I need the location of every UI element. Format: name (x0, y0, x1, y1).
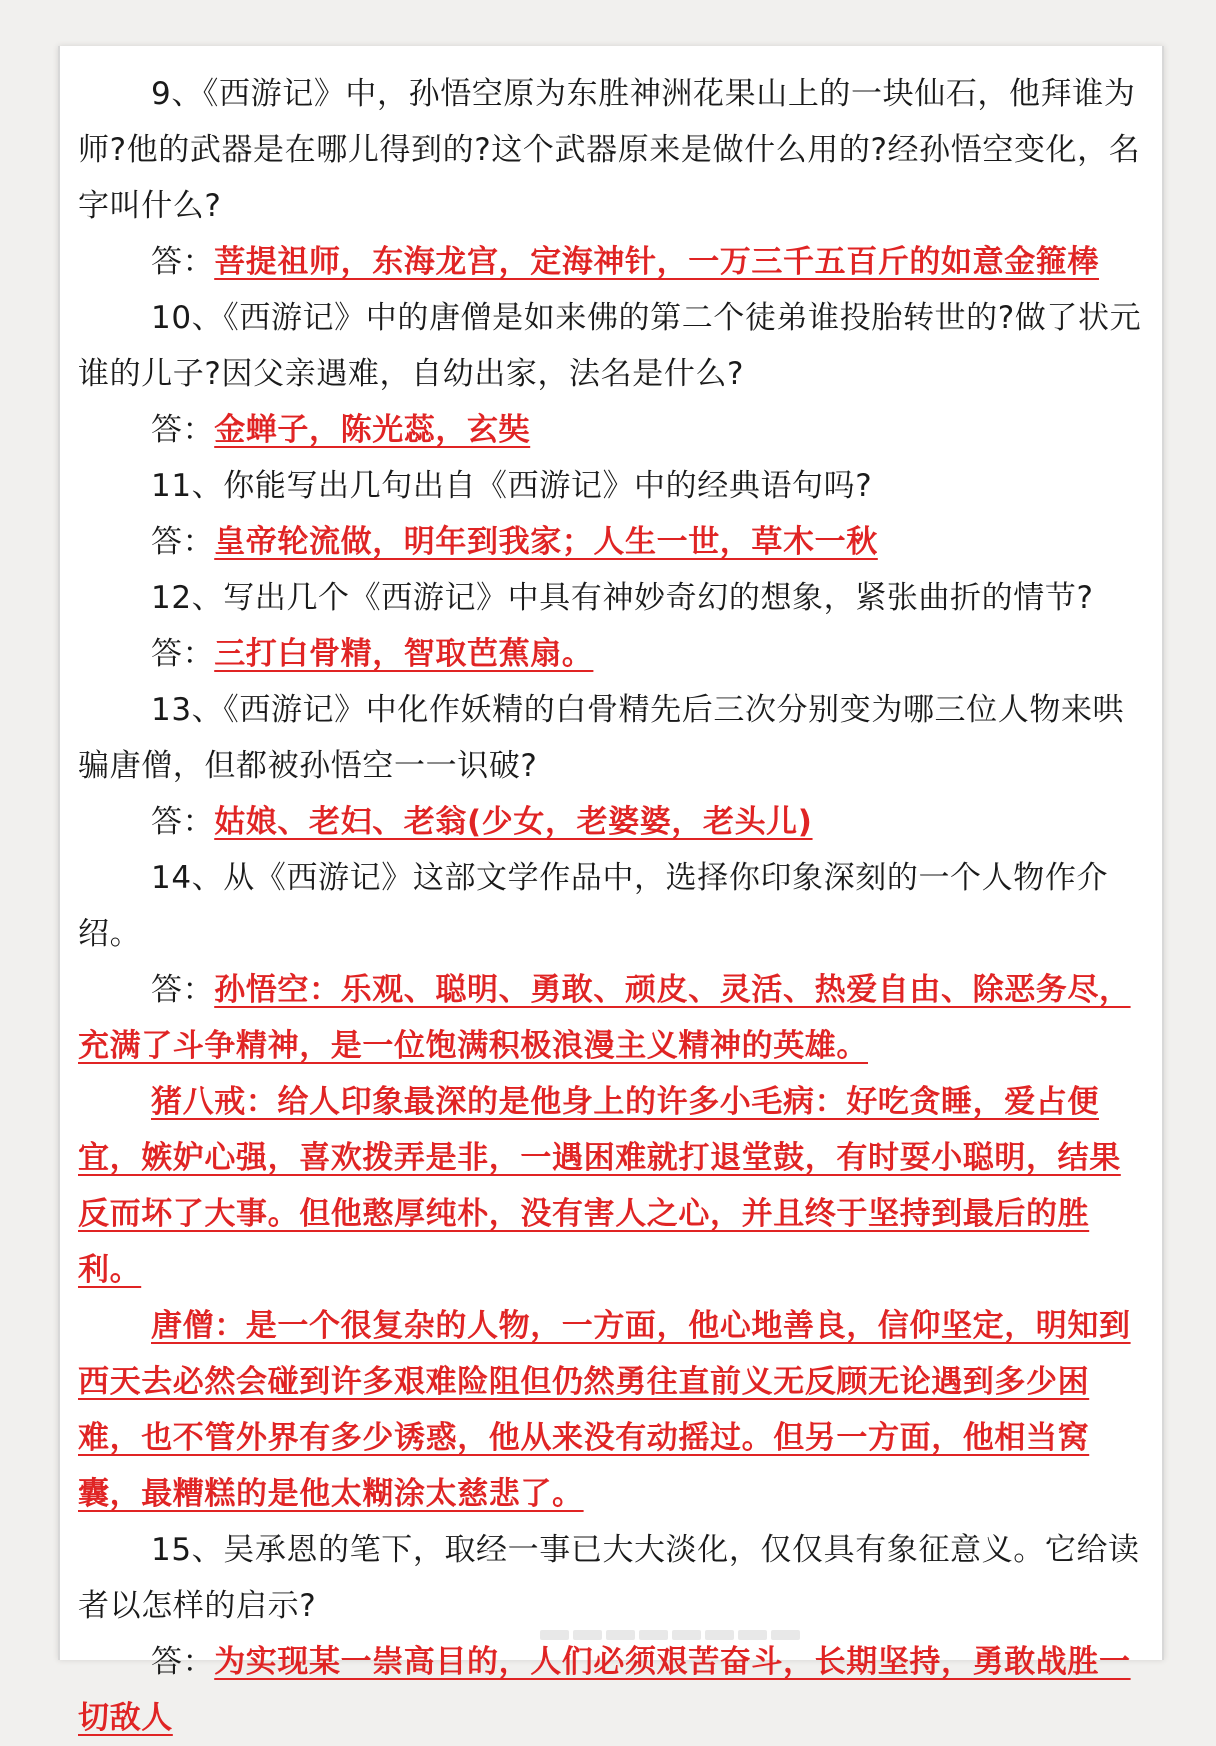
question-15: 15、吴承恩的笔下，取经一事已大大淡化，仅仅具有象征意义。它给读者以怎样的启示? (78, 1532, 1140, 1624)
answer-text: 三打白骨精，智取芭蕉扇。 (214, 636, 594, 672)
question-12: 12、写出几个《西游记》中具有神妙奇幻的想象，紧张曲折的情节? (151, 580, 1094, 616)
answer-text: 金蝉子，陈光蕊，玄奘 (214, 412, 531, 448)
answer-label: 答： (151, 244, 215, 280)
watermark-block (606, 1630, 635, 1640)
answer-text: 皇帝轮流做，明年到我家；人生一世，草木一秋 (214, 524, 878, 560)
question-10: 10、《西游记》中的唐僧是如来佛的第二个徒弟谁投胎转世的?做了状元谁的儿子?因父亲遇难，自幼出家，法名是什么? (78, 300, 1142, 392)
answer-text: 为实现某一崇高目的，人们必须艰苦奋斗，长期坚持，勇敢战胜一切敌人 (78, 1644, 1131, 1736)
answer-11 (78, 514, 1148, 570)
watermark-block (639, 1630, 668, 1640)
answer-12 (78, 626, 1148, 682)
answer-label: 答： (151, 1644, 215, 1680)
answer-text: 菩提祖师，东海龙宫，定海神针，一万三千五百斤的如意金箍棒 (214, 244, 1099, 280)
answer-label: 答： (151, 524, 215, 560)
question-11: 11、你能写出几句出自《西游记》中的经典语句吗? (151, 468, 873, 504)
answer-text: 孙悟空：乐观、聪明、勇敢、顽皮、灵活、热爱自由、除恶务尽，充满了斗争精神，是一位饱满积极浪漫主义精神的英雄。 (78, 972, 1131, 1064)
answer-14 (78, 962, 1148, 1074)
watermark-block (672, 1630, 701, 1640)
answer-label: 答： (151, 412, 215, 448)
watermark-block (705, 1630, 734, 1640)
answer-text: 唐僧：是一个很复杂的人物，一方面，他心地善良，信仰坚定，明知到西天去必然会碰到许多艰难险阻但仍然勇往直前义无反顾无论遇到多少困难，也不管外界有多少诱惑，他从来没有动摇过。但另一方面，他相当窝囊，最糟糕的是他太糊涂太慈悲了。 (78, 1308, 1131, 1512)
answer-10 (78, 402, 1148, 458)
document-page (58, 46, 1164, 1736)
answer-9 (78, 234, 1148, 290)
answer-14-tangseng (78, 1298, 1148, 1522)
answer-text: 猪八戒：给人印象最深的是他身上的许多小毛病：好吃贪睡，爱占便宜，嫉妒心强，喜欢拨弄是非，一遇困难就打退堂鼓，有时耍小聪明，结果反而坏了大事。但他憨厚纯朴，没有害人之心，并且终于坚持到最后的胜利。 (78, 1084, 1121, 1288)
answer-13 (78, 794, 1148, 850)
watermark-block (540, 1630, 569, 1640)
question-13: 13、《西游记》中化作妖精的白骨精先后三次分别变为哪三位人物来哄骗唐僧，但都被孙悟空一一识破? (78, 692, 1125, 784)
answer-label: 答： (151, 804, 215, 840)
watermark-bar (540, 1630, 800, 1642)
watermark-block (573, 1630, 602, 1640)
watermark-block (738, 1630, 767, 1640)
answer-label: 答： (151, 636, 215, 672)
question-9: 9、《西游记》中，孙悟空原为东胜神洲花果山上的一块仙石，他拜谁为师?他的武器是在哪儿得到的?这个武器原来是做什么用的?经孙悟空变化，名字叫什么? (78, 76, 1141, 224)
question-14: 14、从《西游记》这部文学作品中，选择你印象深刻的一个人物作介绍。 (78, 860, 1109, 952)
watermark-block (771, 1630, 800, 1640)
answer-15 (78, 1634, 1148, 1746)
answer-label: 答： (151, 972, 215, 1008)
answer-14-zhubajie (78, 1074, 1148, 1298)
answer-text: 姑娘、老妇、老翁(少女，老婆婆，老头儿) (214, 804, 813, 840)
qa-content (78, 66, 1148, 1746)
